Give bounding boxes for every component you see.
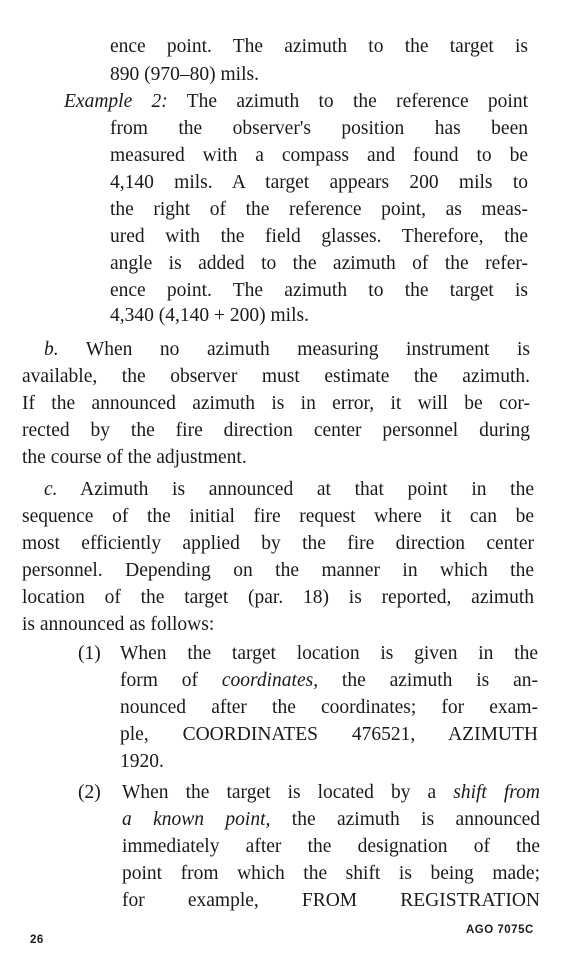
text-line: angle is added to the azimuth of the refer- bbox=[110, 253, 528, 274]
text-line: 4,340 (4,140 + 200) mils. bbox=[110, 305, 309, 326]
list-number: (2) bbox=[78, 782, 101, 803]
text-line: location of the target (par. 18) is reported, azimuth bbox=[22, 587, 534, 608]
emphasis-text: a known point, bbox=[122, 809, 271, 830]
text-line: sequence of the initial fire request where it can be bbox=[22, 506, 534, 527]
example-label: Example 2: bbox=[64, 91, 168, 112]
text-line: ple, COORDINATES 476521, AZIMUTH bbox=[120, 724, 538, 745]
text-line: nounced after the coordinates; for exam- bbox=[120, 697, 538, 718]
text-line: from the observer's position has been bbox=[110, 118, 528, 139]
text-line: If the announced azimuth is in error, it will be cor- bbox=[22, 393, 530, 414]
text-line: ence point. The azimuth to the target is bbox=[110, 36, 528, 57]
text-line: c. Azimuth is announced at that point in the bbox=[44, 479, 534, 500]
text-line: for example, FROM REGISTRATION bbox=[122, 890, 540, 911]
text-line: measured with a compass and found to be bbox=[110, 145, 528, 166]
page-number: 26 bbox=[30, 934, 44, 946]
text-line: ured with the field glasses. Therefore, the bbox=[110, 226, 528, 247]
text-line: available, the observer must estimate the azimuth. bbox=[22, 366, 530, 387]
text-line: is announced as follows: bbox=[22, 614, 215, 635]
text-line: rected by the fire direction center personnel during bbox=[22, 420, 530, 441]
text-line: 4,140 mils. A target appears 200 mils to bbox=[110, 172, 528, 193]
text-line: most efficiently applied by the fire direction center bbox=[22, 533, 534, 554]
text-line: point from which the shift is being made; bbox=[122, 863, 540, 884]
emphasis-text: shift from bbox=[453, 782, 541, 803]
emphasis-text: coordinates, bbox=[221, 670, 319, 691]
text-line: When the target location is given in the bbox=[120, 643, 538, 664]
text-line: 1920. bbox=[120, 751, 164, 772]
text-line: the course of the adjustment. bbox=[22, 447, 247, 468]
text-line: 890 (970–80) mils. bbox=[110, 64, 259, 85]
paragraph-label: b. bbox=[44, 339, 59, 360]
text-line: Example 2: The azimuth to the reference point bbox=[64, 91, 529, 112]
text-line: ence point. The azimuth to the target is bbox=[110, 280, 528, 301]
text-line: a known point, the azimuth is announced bbox=[122, 809, 541, 830]
form-code: AGO 7075C bbox=[466, 924, 534, 936]
paragraph-label: c. bbox=[44, 479, 58, 500]
list-number: (1) bbox=[78, 643, 101, 664]
text-line: the right of the reference point, as meas- bbox=[110, 199, 528, 220]
text-line: form of coordinates, the azimuth is an- bbox=[120, 670, 538, 691]
text-line: personnel. Depending on the manner in which the bbox=[22, 560, 534, 581]
text-line: When the target is located by a shift from bbox=[122, 782, 541, 803]
text-line: immediately after the designation of the bbox=[122, 836, 540, 857]
text-line: b. When no azimuth measuring instrument is bbox=[44, 339, 530, 360]
